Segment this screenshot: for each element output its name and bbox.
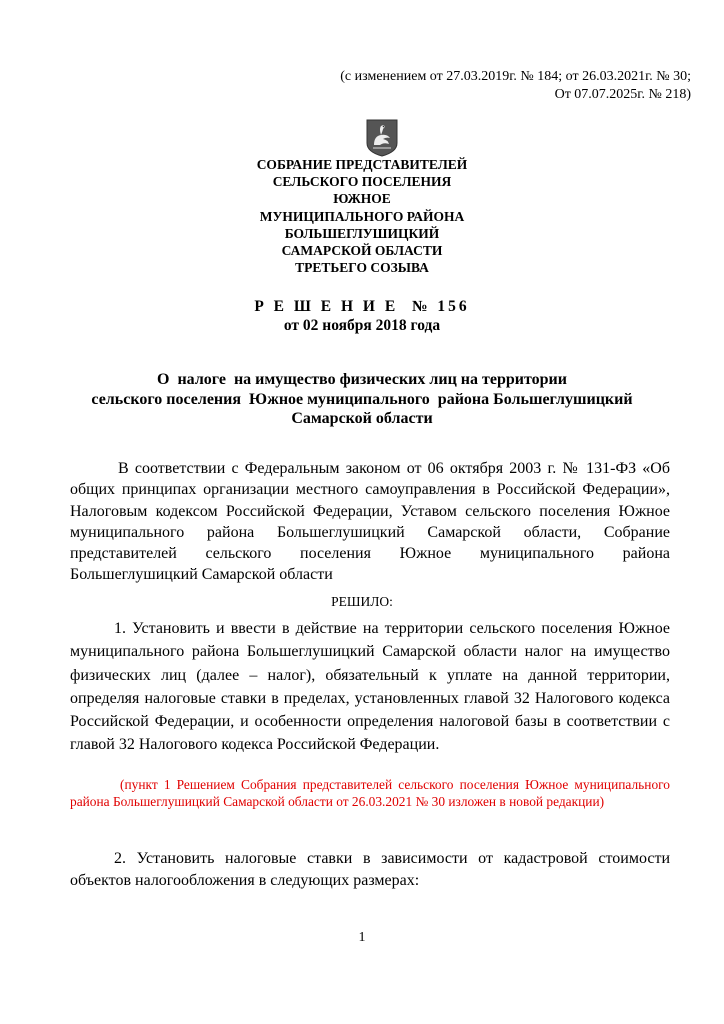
document-subject [0,370,724,429]
point-2-paragraph: 2. Установить налоговые ставки в зависимости от кадастровой стоимости объектов налогообложения в следующих размерах: [70,850,670,889]
point-1-paragraph: 1. Установить и ввести в действие на территории сельского поселения Южное муниципального района Большеглушицкий Самарской области налог на имущество физических лиц (далее – налог), обязательный к уплате на данной территории, определяя налоговые ставки в пределах, установленных главой 32 Налогового кодекса Российской Федерации, и особенности определения налоговой базы в соответствии с главой 32 Налогового кодекса Российской Федерации. [70,620,670,754]
org-line: СОБРАНИЕ ПРЕДСТАВИТЕЛЕЙ [256,157,468,172]
coat-of-arms-icon [366,119,398,157]
subject-line: Самарской области [291,410,433,428]
subject-line: сельского поселения Южное муниципального района Большеглушицкий [91,390,633,408]
organization-header [0,156,724,276]
org-line: САМАРСКОЙ ОБЛАСТИ [281,243,443,259]
amendment-footnote: (пункт 1 Решением Собрания представителей сельского поселения Южное муниципального района Большеглушицкий Самарской области от 26.03.2021 № 30 изложен в новой редакции) [70,777,670,809]
subject-line: О налоге на имущество физических лиц на территории [157,371,567,388]
page-number: 1 [358,930,366,945]
org-line: МУНИЦИПАЛЬНОГО РАЙОНА [259,208,465,224]
decision-date: от 02 ноября 2018 года [283,317,441,334]
decision-title: Р Е Ш Е Н И Е № 156 [254,298,470,315]
decision-header [0,297,724,335]
resolved-heading: РЕШИЛО: [331,594,393,609]
amendment-line-2: От 07.07.2025г. № 218) [554,87,691,102]
amendment-note [340,68,691,104]
org-line: ЮЖНОЕ [333,191,391,207]
org-line: БОЛЬШЕГЛУШИЦКИЙ [284,225,440,241]
amendment-line-1: (с изменением от 27.03.2019г. № 184; от 26.03.2021г. № 30; [340,69,691,84]
preamble-paragraph: В соответствии с Федеральным законом от 06 октября 2003 г. № 131-ФЗ «Об общих принципах организации местного самоуправления в Российской Федерации», Налоговым кодексом Российской Федерации, Уставом сельского поселения Южное муниципального района Большеглушицкий Самарской области, Собрание представителей сельского поселения Южное муниципального района Большеглушицкий Самарской области [70,460,670,584]
org-line: СЕЛЬСКОГО ПОСЕЛЕНИЯ [272,174,452,190]
org-line: ТРЕТЬЕГО СОЗЫВА [295,260,429,276]
